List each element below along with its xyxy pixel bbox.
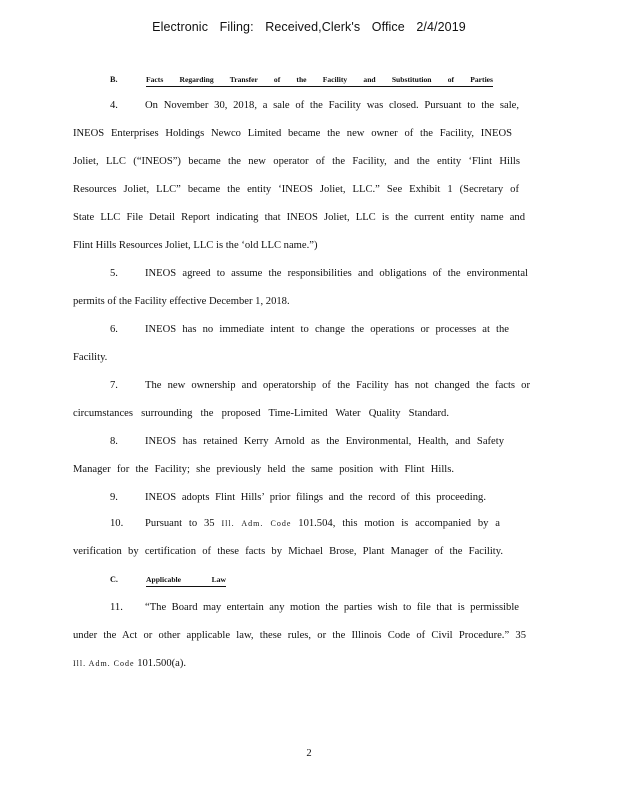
paragraph-4-number: 4. [110, 100, 118, 111]
paragraph-4-line-4: Resources Joliet, LLC” became the entity ‘INEOS Joliet, LLC.” See Exhibit 1 (Secretary of [73, 184, 519, 195]
paragraph-5-line-2: permits of the Facility effective December 1, 2018. [73, 296, 290, 307]
paragraph-4-line-2: INEOS Enterprises Holdings Newco Limited became the new owner of the Facility, INEOS [73, 128, 512, 139]
paragraph-7-number: 7. [110, 380, 118, 391]
paragraph-9-line-1: INEOS adopts Flint Hills’ prior filings and the record of this proceeding. [145, 492, 486, 503]
paragraph-5-number: 5. [110, 268, 118, 279]
paragraph-11-line-3 [73, 658, 186, 670]
page-number: 2 [306, 748, 312, 759]
paragraph-7-line-1: The new ownership and operatorship of the Facility has not changed the facts or [145, 380, 530, 391]
paragraph-6-number: 6. [110, 324, 118, 335]
paragraph-6-line-1: INEOS has no immediate intent to change the operations or processes at the [145, 324, 509, 335]
paragraph-9-number: 9. [110, 492, 118, 503]
section-b-letter: B. [110, 75, 118, 84]
paragraph-11-text-post: 101.500(a). [134, 658, 187, 669]
paragraph-5-line-1: INEOS agreed to assume the responsibilities and obligations of the environmental [145, 268, 528, 279]
paragraph-10-line-2: verification by certification of these facts by Michael Brose, Plant Manager of the Facility. [73, 546, 503, 557]
paragraph-10-text-pre: Pursuant to 35 [145, 518, 222, 529]
paragraph-6-line-2: Facility. [73, 352, 108, 363]
paragraph-4-line-6: Flint Hills Resources Joliet, LLC is the ‘old LLC name.”) [73, 240, 318, 251]
paragraph-10-text-post: 101.504, this motion is accompanied by a [291, 518, 500, 529]
paragraph-11-line-2: under the Act or other applicable law, these rules, or the Illinois Code of Civil Procedure.” 35 [73, 630, 526, 641]
paragraph-8-line-2: Manager for the Facility; she previously held the same position with Flint Hills. [73, 464, 454, 475]
paragraph-10-number: 10. [110, 518, 124, 529]
paragraph-8-number: 8. [110, 436, 118, 447]
filing-stamp-header: Electronic Filing: Received,Clerk's Office 2/4/2019 [152, 20, 466, 34]
section-c-title: Applicable Law [146, 574, 226, 587]
paragraph-11-number: 11. [110, 602, 123, 613]
paragraph-4-line-1: On November 30, 2018, a sale of the Facility was closed. Pursuant to the sale, [145, 100, 519, 111]
section-b-title: Facts Regarding Transfer of the Facility and Substitution of Parties [146, 74, 493, 87]
paragraph-8-line-1: INEOS has retained Kerry Arnold as the Environmental, Health, and Safety [145, 436, 504, 447]
paragraph-4-line-3: Joliet, LLC (“INEOS”) became the new operator of the Facility, and the entity ‘Flint Hills [73, 156, 520, 167]
paragraph-11-line-1: “The Board may entertain any motion the parties wish to file that is permissible [145, 602, 519, 613]
paragraph-11-citation: Ill. Adm. Code [73, 659, 135, 668]
section-c-letter: C. [110, 575, 118, 584]
paragraph-10-line-1 [145, 518, 500, 530]
paragraph-7-line-2: circumstances surrounding the proposed Time-Limited Water Quality Standard. [73, 408, 449, 419]
paragraph-4-line-5: State LLC File Detail Report indicating that INEOS Joliet, LLC is the current entity name and [73, 212, 525, 223]
paragraph-10-citation: Ill. Adm. Code [221, 519, 292, 528]
